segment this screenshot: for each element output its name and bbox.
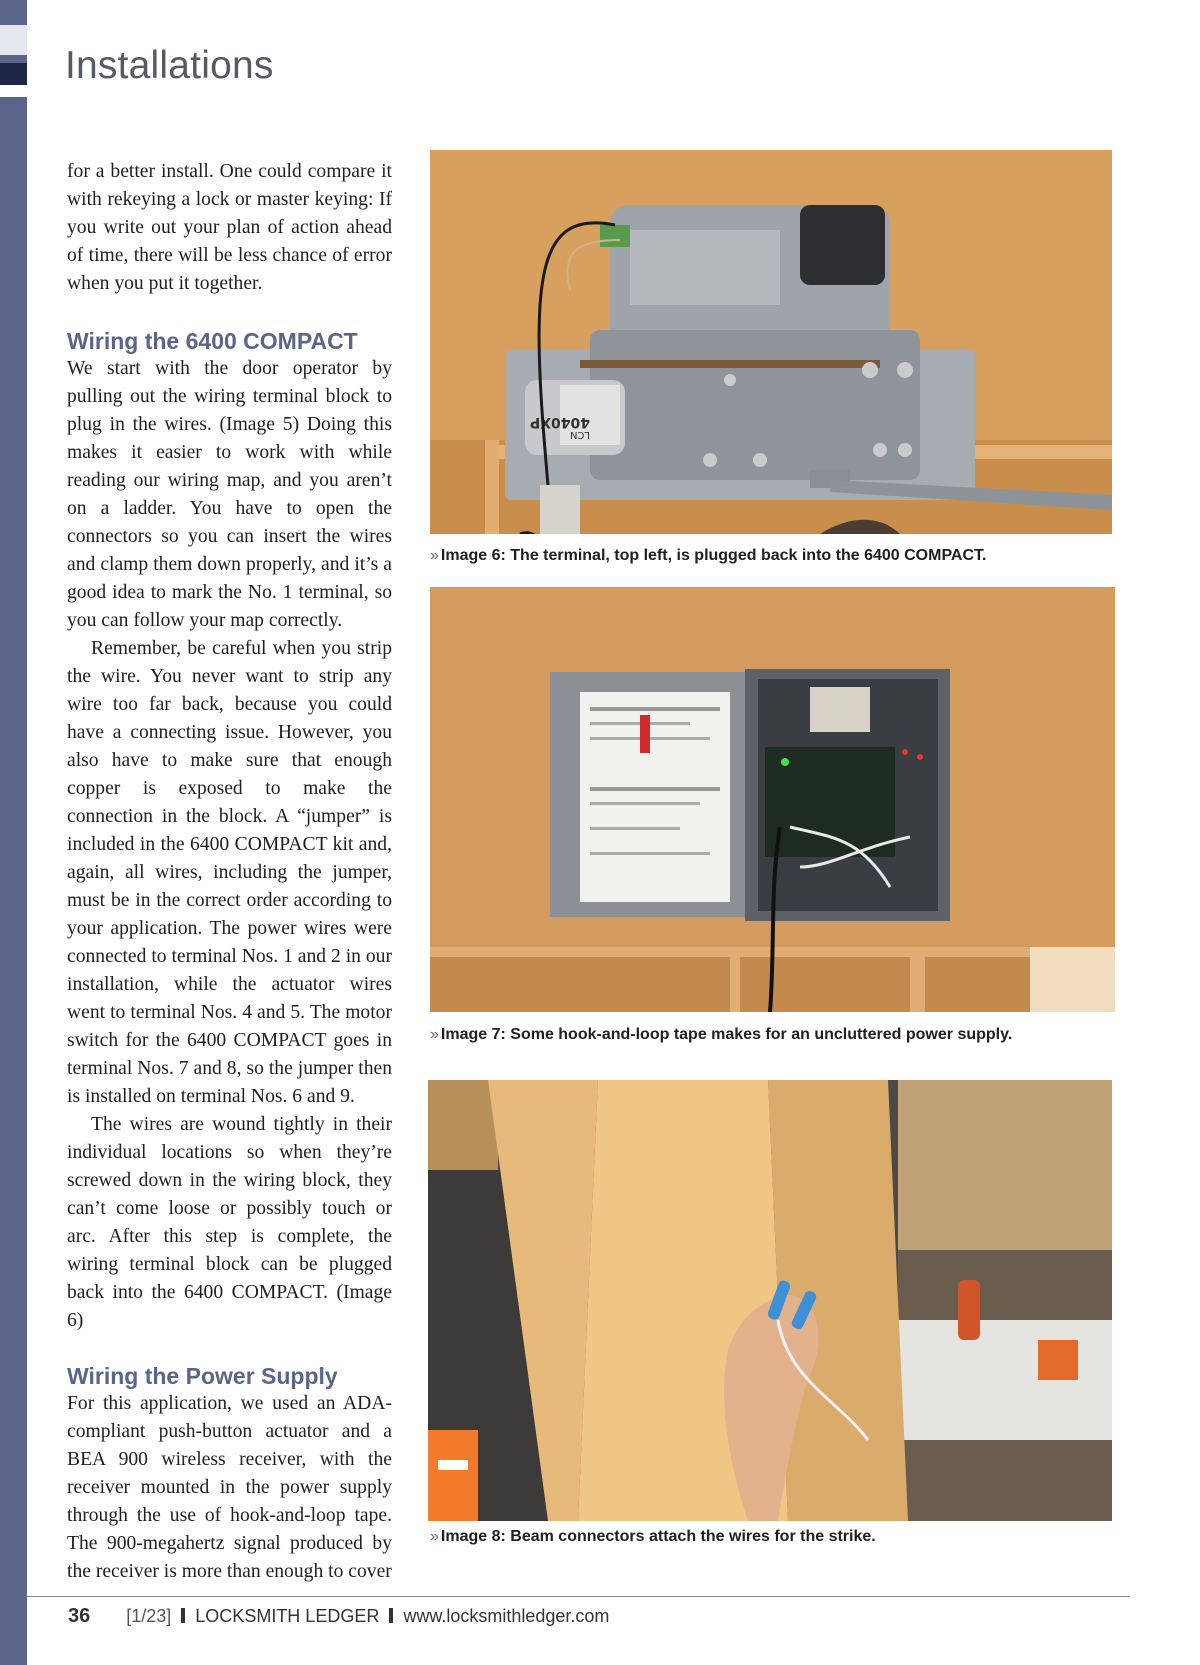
separator-bar [181, 1608, 185, 1623]
heading-wiring-6400: Wiring the 6400 COMPACT [67, 328, 358, 354]
page-edge-bar [0, 0, 27, 1665]
body-paragraph: For this application, we used an ADA-compliant push-button actuator and a BEA 900 wireless receiver, with the receiver mounted in the power supply through the use of hook-and-loop tape. The 900-megahertz signal produced by the receiver is more than enough to cover [67, 1393, 392, 1582]
issue-date: [1/23] [126, 1606, 172, 1626]
edge-tab-dark [0, 63, 27, 85]
image-7-caption: » Image 7: Some hook-and-loop tape makes for an uncluttered power supply. [430, 1026, 1013, 1043]
intro-paragraph: for a better install. One could compare it with rekeying a lock or master keying: If you write out your plan of action ahead of time, there will be less chance of error when you put it together. [67, 161, 392, 294]
image-6-caption: » Image 6: The terminal, top left, is plugged back into the 6400 COMPACT. [430, 547, 987, 564]
caption-marker-icon: » [430, 1528, 436, 1545]
heading-wiring-power-supply: Wiring the Power Supply [67, 1363, 338, 1389]
edge-tab-gap [0, 85, 27, 97]
body-paragraph: Remember, be careful when you strip the wire. You never want to strip any wire too far back, because you could have a connecting issue. However, you also have to make sure that enough copper is exposed to make the connection in the block. A “jumper” is included in the 6400 COMPACT kit and, again, all wires, including the jumper, must be in the correct order according to your application. The power wires were connected to terminal Nos. 1 and 2 in our installation, while the actuator wires went to terminal Nos. 4 and 5. The motor switch for the 6400 COMPACT goes in terminal Nos. 7 and 8, so the jumper then is installed on terminal Nos. 6 and 9. [67, 638, 392, 1107]
footer-rule [27, 1596, 1130, 1597]
body-paragraph: The wires are wound tightly in their individual locations so when they’re screwed down in the wiring block, they can’t come loose or possibly touch or arc. After this step is complete, the wiring terminal block can be plugged back into the 6400 COMPACT. (Image 6) [67, 1114, 392, 1331]
image-8-caption: » Image 8: Beam connectors attach the wires for the strike. [430, 1528, 876, 1545]
publication-name: LOCKSMITH LEDGER [195, 1606, 380, 1626]
image-7-power-supply-photo [430, 587, 1115, 1012]
page-number: 36 [68, 1605, 91, 1627]
section-title: Installations [65, 44, 274, 87]
image-8-beam-connectors-photo [428, 1080, 1112, 1521]
operator-brand: LCN [569, 429, 590, 440]
edge-tab-light [0, 25, 27, 55]
image-6-door-operator-photo [430, 150, 1112, 534]
page-footer [68, 1605, 609, 1628]
body-paragraph: We start with the door operator by pulling out the wiring terminal block to plug in the wires. (Image 5) Doing this makes it easier to work with while reading our wiring map, and you aren’t on a ladder. You have to open the connectors so you can insert the wires and clamp them down properly, and it’s a good idea to mark the No. 1 terminal, so you can follow your map correctly. [67, 358, 392, 631]
caption-marker-icon: » [430, 1026, 436, 1043]
website-link[interactable]: www.locksmithledger.com [403, 1606, 610, 1626]
caption-marker-icon: » [430, 547, 436, 564]
separator-bar [389, 1608, 393, 1623]
article-column [67, 158, 392, 1586]
operator-label: 4040XP [529, 414, 590, 430]
